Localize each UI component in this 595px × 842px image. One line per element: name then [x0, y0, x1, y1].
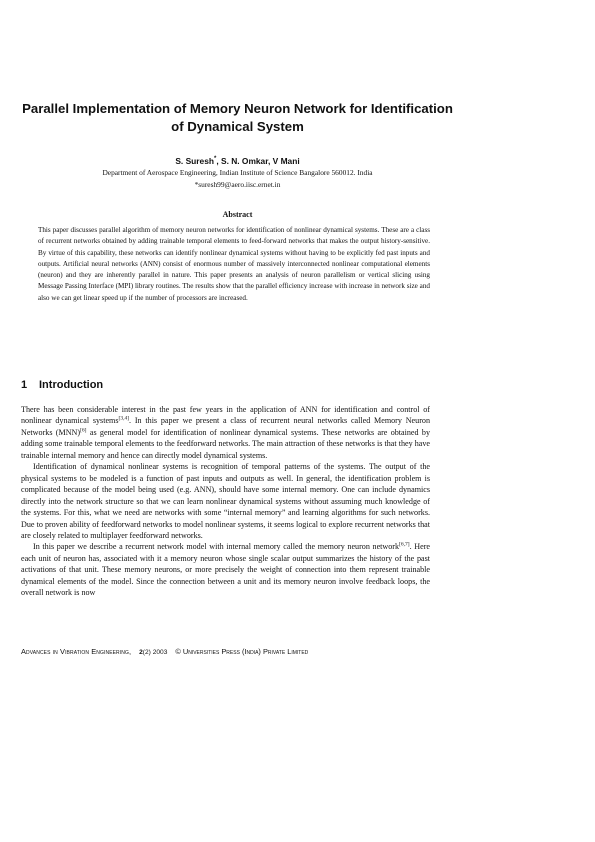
corresponding-author-mark: *: [213, 156, 217, 162]
author-list: [20, 154, 455, 167]
paragraph: [21, 541, 430, 598]
paragraph-text: . Here each unit of neuron has, associated with it a memory neuron whose single scalar output summarizes the history of the past activations of that unit. These memory neurons, or more precisely the weight of connection into them represent trainable dynamical elements of the model. Since the connection between a unit and its memory neuron involve feedback loops, the overall network is now: [21, 542, 430, 598]
section-title: Introduction: [39, 379, 104, 391]
abstract-heading: Abstract: [222, 210, 253, 219]
copyright-notice: © Universities Press (India) Private Limited: [175, 647, 309, 656]
introduction-body: [21, 404, 430, 599]
paragraph-text: There has been considerable interest in the past few years in the application of ANN for identification and control of nonlinear dynamical systems: [21, 405, 430, 426]
section-number: 1: [21, 379, 28, 391]
citation: [3,4]: [118, 415, 130, 422]
paragraph: [21, 404, 430, 461]
abstract-text: This paper discusses parallel algorithm of memory neuron networks for identification of nonlinear dynamical systems. These are a class of recurrent networks obtained by adding trainable temporal elements to feed-forward networks that makes the output history-sensitive. By virtue of this capability, these networks can identify nonlinear dynamical systems without having to be explicitly fed past inputs and outputs. Artificial neural networks (ANN) consist of enormous number of massively interconnected nonlinear computational elements (neuron) and they are inherently parallel in nature. This paper presents an analysis of neuron parallelism or vertical slicing using Message Passing Interface (MPI) library routines. The results show that the parallel efficiency increase with increase in network size and also we can get linear speed up if the number of processors are increased.: [38, 226, 430, 302]
journal-volume: [139, 649, 167, 656]
section-heading: [21, 378, 103, 392]
paragraph-text: as general model for identification of nonlinear dynamical systems. These networks are obtained by adding some trainable temporal elements to the feedforward networks. The main attraction of these networks is that they have trainable internal memory and hence can directly model dynamical systems.: [21, 427, 430, 460]
citation: [6,7]: [399, 541, 410, 548]
issue-year: (2) 2003: [142, 649, 168, 656]
author-primary: S. Suresh: [175, 155, 214, 166]
paragraph-text: In this paper we describe a recurrent network model with internal memory called the memory neuron network: [33, 542, 400, 552]
affiliation: Department of Aerospace Engineering, Indian Institute of Science Bangalore 560012. India: [102, 168, 373, 177]
paragraph: Identification of dynamical nonlinear systems is recognition of temporal patterns of the systems. The output of the physical systems to be modeled is a function of past inputs and outputs as well. In general, the identification problem is complicated because of the model being used (e.g. ANN), should have some internal memory. One can include dynamics directly into the network structure so that we can learn nonlinear dynamical systems without assuming much knowledge of the systems. For this, what we need are networks with some “internal memory” and learning algorithms for such networks. Due to proven ability of feedforward networks to model nonlinear systems, it seems logical to explore recurrent networks that are closely related to multiplayer feedforward networks.: [21, 462, 430, 540]
author-others: , S. N. Omkar, V Mani: [216, 155, 300, 166]
paragraph-text: . In this paper we present a class of recurrent neural networks called Memory Neuron Networks (MNN): [21, 416, 430, 437]
journal-name: Advances in Vibration Engineering,: [21, 647, 132, 656]
page-footer: [21, 647, 441, 657]
volume-number: 2: [139, 649, 143, 656]
paper-title: Parallel Implementation of Memory Neuron Network for Identification of Dynamical System: [22, 101, 453, 134]
citation: [6]: [80, 427, 87, 434]
author-email: *suresh99@aero.iisc.ernet.in: [194, 180, 281, 189]
